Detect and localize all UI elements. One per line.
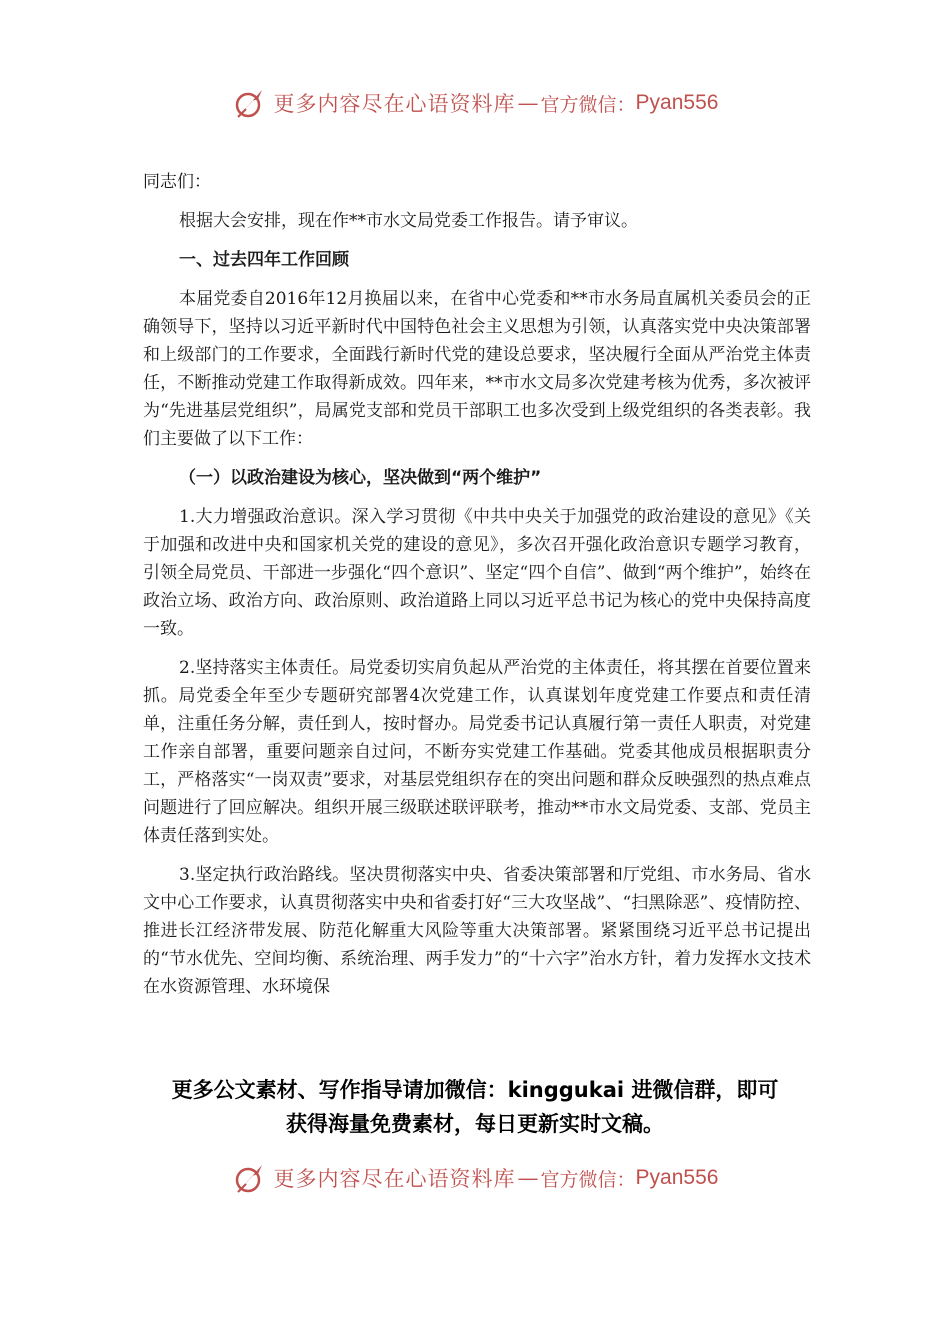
item-paragraph-3: 3.坚定执行政治路线。坚决贯彻落实中央、省委决策部署和厅党组、市水务局、省水文中心工作要求，认真贯彻落实中央和省委打好“三大攻坚战”、“扫黑除恶”、疫情防控、推进长江经济带发展、防范化解重大风险等重大决策部署。紧紧围绕习近平总书记提出的“节水优先、空间均衡、系统治理、两手发力”的“十六字”治水方针，着力发挥水文技术在水资源管理、水环境保: [143, 865, 811, 997]
promo-line-1: 更多公文素材、写作指导请加微信：kinggukai 进微信群，即可: [171, 1078, 779, 1102]
footer-banner: [0, 1153, 950, 1203]
item-paragraph-2: 2.坚持落实主体责任。局党委切实肩负起从严治党的主体责任，将其摆在首要位置来抓。局党委全年至少专题研究部署4次党建工作，认真谋划年度党建工作要点和责任清单，注重任务分解，责任到人，按时督办。局党委书记认真履行第一责任人职责，对党建工作亲自部署，重要问题亲自过问，不断夯实党建工作基础。党委其他成员根据职责分工，严格落实“一岗双责”要求，对基层党组织存在的突出问题和群众反映强烈的热点难点问题进行了回应解决。组织开展三级联述联评联考，推动**市水文局党委、支部、党员主体责任落到实处。: [143, 658, 811, 846]
document-body: [143, 168, 811, 1012]
banner-brand: 更多内容尽在心语资料库: [273, 92, 516, 116]
promo-line-2: 获得海量免费素材，每日更新实时文稿。: [286, 1112, 664, 1136]
section-paragraph: 本届党委自2016年12月换届以来，在省中心党委和**市水务局直属机关委员会的正确领导下，坚持以习近平新时代中国特色社会主义思想为引领，认真落实党中央决策部署和上级部门的工作要求，全面践行新时代党的建设总要求，坚决履行全面从严治党主体责任，不断推动党建工作取得新成效。四年来，**市水文局多次党建考核为优秀，多次被评为“先进基层党组织”，局属党支部和党员干部职工也多次受到上级党组织的各类表彰。我们主要做了以下工作：: [143, 289, 811, 449]
item-paragraph-1: 1.大力增强政治意识。深入学习贯彻《中共中央关于加强党的政治建设的意见》《关于加强和改进中央和国家机关党的建设的意见》，多次召开强化政治意识专题学习教育，引领全局党员、干部进一步强化“四个意识”、坚定“四个自信”、做到“两个维护”，始终在政治立场、政治方向、政治原则、政治道路上同以习近平总书记为核心的党中央保持高度一致。: [143, 507, 811, 639]
salutation: 同志们：: [143, 172, 211, 192]
banner-separator: —: [517, 91, 539, 115]
quill-logo-icon: [232, 85, 268, 121]
banner-account: Pyan556: [635, 91, 719, 114]
subsection-heading: （一）以政治建设为核心，坚决做到“两个维护”: [179, 468, 542, 488]
promo-notice: [140, 1073, 810, 1141]
quill-logo-icon: [232, 1160, 268, 1196]
banner-wechat-label: 官方微信：: [540, 93, 636, 116]
banner-account: Pyan556: [635, 1166, 719, 1189]
banner-wechat-label: 官方微信：: [540, 1168, 636, 1191]
section-heading: 一、过去四年工作回顾: [179, 250, 349, 270]
intro-paragraph: 根据大会安排，现在作**市水文局党委工作报告。请予审议。: [179, 211, 638, 231]
banner-brand: 更多内容尽在心语资料库: [273, 1167, 516, 1191]
header-banner: [0, 78, 950, 128]
banner-separator: —: [517, 1166, 539, 1190]
